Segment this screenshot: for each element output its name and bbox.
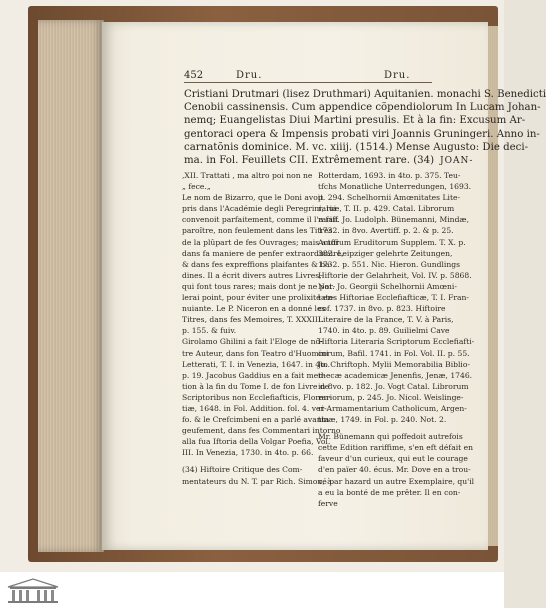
- text-line: rariff. Jo. Ludolph. Bünemanni, Mindæ,: [318, 215, 469, 225]
- text-line: p. 155. & fuiv.: [182, 326, 237, 336]
- text-line: mentateurs du N. T. par Rich. Simon, à: [182, 476, 332, 486]
- text-line: Not. Jo. Georgii Schelhornii Amœni-: [318, 281, 457, 291]
- text-line: in 8vo. p. 182. Jo. Vogt Catal. Librorum: [318, 381, 469, 391]
- text-line: cof. 1737. in 8vo. p. 823. Hiftoire: [318, 304, 446, 314]
- header-rule: [184, 82, 432, 83]
- text-line: p. 19. Jacobus Gaddius en a fait men-: [182, 370, 326, 380]
- text-line: dans fa maniere de penfer extraordinaire,: [182, 248, 344, 258]
- text-line: vé par hazard un autre Exemplaire, qu'il: [318, 476, 475, 486]
- text-line: ,XII. Trattati , ma altro poi non ne: [182, 171, 313, 180]
- text-line: tinæ, 1749. in Fol. p. 240. Not. 2.: [318, 415, 447, 425]
- title-line: gentoraci opera & Impensis probati viri Joannis Gruningeri. Anno in-: [184, 128, 540, 140]
- text-line: Letterati, T. I. in Venezia, 1647. in 4to.: [182, 359, 331, 369]
- title-line: Cristiani Drutmari (lisez Druthmari) Aquitanien. monachi S. Benedicti: [184, 89, 546, 100]
- text-line: thecæ academicæ Jenenfis, Jenæ, 1746.: [318, 370, 473, 380]
- text-line: III. In Venezia, 1730. in 4to. p. 66.: [182, 448, 314, 458]
- text-line: de la plûpart de fes Ouvrages; mais auffi: [182, 237, 339, 247]
- text-line: convenoit parfaitement, comme il l'a fait: [182, 215, 339, 225]
- text-line: ri Armamentarium Catholicum, Argen-: [318, 403, 467, 413]
- text-line: faveur d'un curieux, qui eut le courage: [318, 454, 468, 464]
- library-logo-icon: [4, 577, 62, 605]
- text-line: nuiante. Le P. Niceron en a donné les: [182, 304, 326, 314]
- running-head-right: Dru.: [384, 70, 411, 81]
- text-line: 1740. in 4to. p. 89. Guilielmi Cave: [318, 326, 450, 336]
- catchword: JOAN-: [440, 156, 474, 166]
- text-line: Mr. Bünemann qui poffedoit autrefois: [318, 432, 463, 442]
- text-line: pris dans l'Académie degli Peregrini, lui: [182, 204, 337, 214]
- text-line: Scriptoribus non Ecclefiafticis, Floren-: [182, 392, 331, 402]
- text-line: (34) Hiftoire Critique des Com-: [182, 465, 303, 475]
- running-head-left: Dru.: [236, 70, 263, 81]
- text-line: & dans fes expreffions plaifantes & ba-: [182, 259, 333, 269]
- text-line: cette Edition rariffime, s'en eft défait en: [318, 443, 474, 453]
- text-line: 1732. p. 551. Nic. Hieron. Gundlings: [318, 259, 460, 269]
- text-line: rariorum, p. 245. Jo. Nicol. Weislinge-: [318, 392, 464, 402]
- text-line: Girolamo Ghilini a fait l'Eloge de nô-: [182, 337, 323, 347]
- text-line: a eu la bonté de me prêter. Il en con-: [318, 487, 461, 497]
- page-number: 452: [184, 70, 204, 81]
- text-line: p. 294. Schelhornii Amœnitates Lite-: [318, 193, 461, 203]
- text-line: fo. & le Crefcimbeni en a parlé avanta: [182, 415, 330, 425]
- text-line: qui font tous rares; mais dont je ne par-: [182, 281, 336, 291]
- text-line: dines. Il a écrit divers autres Livres,: [182, 270, 322, 280]
- title-line: Cenobii cassinensis. Cum appendice cõpendiolorum In Lucam Johan-: [184, 102, 541, 114]
- text-line: geufement, dans fes Commentari intorno: [182, 426, 341, 436]
- left-column: [182, 170, 344, 487]
- text-line: Hiftoria Literaria Scriptorum Ecclefiafti-: [318, 337, 475, 347]
- text-line: Le nom de Bizarro, que le Doni avoit: [182, 193, 324, 203]
- text-line: Rotterdam, 1693. in 4to. p. 375. Teu-: [318, 171, 461, 180]
- title-line: ma. in Fol. Feuillets CII. Extrêmement rare. (34): [184, 155, 435, 167]
- text-line: „ fece.„: [182, 182, 211, 192]
- text-line: ferve: [318, 498, 338, 508]
- text-line: Jo. Chriftoph. Mylii Memorabilia Biblio-: [318, 359, 471, 369]
- text-line: Titres, dans fes Memoires, T. XXXIII.: [182, 315, 324, 325]
- text-line: paroître, non feulement dans les Titres: [182, 226, 333, 236]
- text-line: tfchs Monatliche Unterredungen, 1693.: [318, 182, 472, 192]
- text-line: Actorum Eruditorum Supplem. T. X. p.: [318, 237, 466, 247]
- text-line: tion à la fin du Tome I. de fon Livre de: [182, 381, 330, 391]
- title-entry: [184, 88, 546, 167]
- text-line: 1732. in 8vo. Avertiff. p. 2. & p. 25.: [318, 226, 454, 236]
- text-line: Literaire de la France, T. V. à Paris,: [318, 315, 454, 325]
- right-column: [318, 170, 475, 509]
- text-line: tre Auteur, dans fon Teatro d'Huomini: [182, 348, 329, 358]
- title-line: nemq; Euangelistas Diui Martini presulis. Et à la fin: Excusum Ar-: [184, 115, 526, 127]
- page-edges: [38, 20, 104, 552]
- text-line: alla fua Iftoria della Volgar Poefia, Vol.: [182, 437, 331, 447]
- text-line: rariæ, T. II. p. 429. Catal. Librorum: [318, 204, 455, 214]
- text-line: corum, Bafil. 1741. in Fol. Vol. II. p. 55.: [318, 348, 470, 358]
- text-line: Hiftorie der Gelahrheit, Vol. IV. p. 5868.: [318, 270, 472, 280]
- title-line: carnatõnis dominice. M. vc. xiiij. (1514.) Mense Augusto: Die deci-: [184, 141, 529, 153]
- text-line: tiæ, 1648. in Fol. Addition. fol. 4. ver-: [182, 403, 327, 413]
- footer-bar: [0, 572, 504, 608]
- text-line: lerai point, pour éviter une prolixité en-: [182, 293, 335, 303]
- text-line: 382. Leipziger gelehrte Zeitungen,: [318, 248, 453, 258]
- text-line: tates Hiftoriae Ecclefiafticæ, T. I. Fran-: [318, 293, 469, 303]
- text-line: d'en païer 40. écus. Mr. Dove en a trou-: [318, 465, 471, 475]
